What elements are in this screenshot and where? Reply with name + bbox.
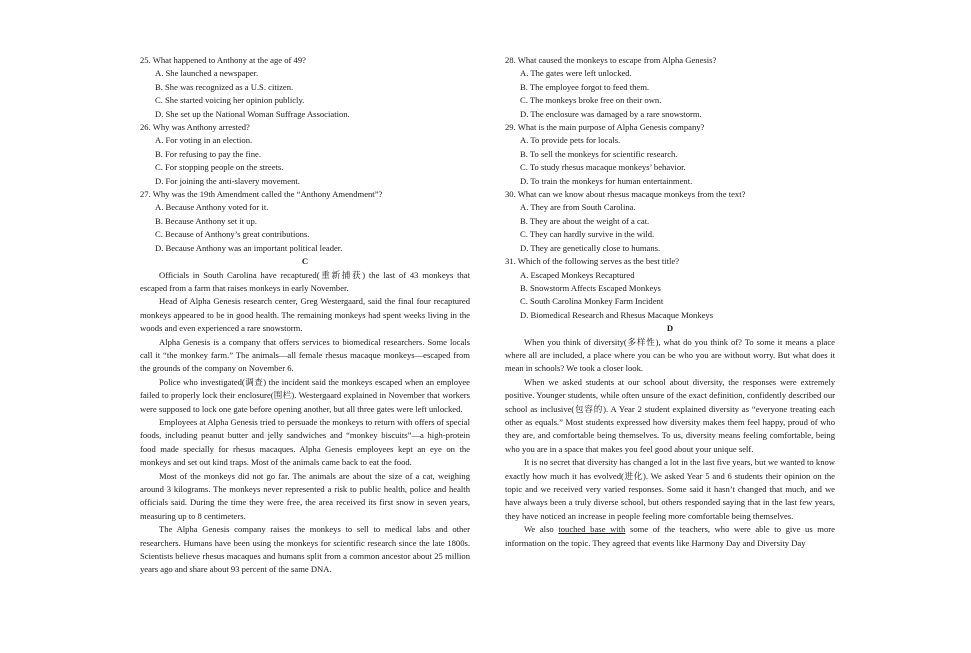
question-27-option-a: A. Because Anthony voted for it.	[155, 202, 269, 213]
question-27-stem: 27. Why was the 19th Amendment called the “Anthony Amendment”?	[140, 189, 383, 200]
question-26-stem: 26. Why was Anthony arrested?	[140, 122, 250, 133]
left-column	[140, 54, 470, 577]
question-26-option-c: C. For stopping people on the streets.	[155, 162, 284, 173]
question-25-stem: 25. What happened to Anthony at the age of 49?	[140, 55, 306, 65]
question-30-option-c: C. They can hardly survive in the wild.	[520, 229, 655, 240]
passage-d-paragraph-2: When we asked students at our school about diversity, the responses were extremely positive. Younger students, while often unsure of the exact definition, confidently described our school as inclusive(包容的). A Year 2 student explained diversity as “everyone treating each other as equals.” Most students expressed how diversity makes them feel happy, proud of who they are, and comfortable being themselves. To us, diversity means feeling comfortable, being who you are in a space that makes you feel good about your unique self.	[505, 376, 835, 454]
passage-c-paragraph-1: Officials in South Carolina have recaptured(重新捕获) the last of 43 monkeys that escaped from a farm that raises monkeys in early November.	[140, 269, 470, 293]
passage-c-paragraph-2: Head of Alpha Genesis research center, Greg Westergaard, said the final four recaptured monkeys appeared to be in good health. The remaining monkeys had spent weeks living in the woods and even experienced a rare snowstorm.	[140, 296, 470, 334]
passage-c-paragraph-6: Most of the monkeys did not go far. The animals are about the size of a cat, weighing around 3 kilograms. The monkeys never represented a risk to public health, police and health officials said. During the time they were free, the area received its first snow in seven years, measuring up to 8 centimeters.	[140, 470, 470, 521]
question-28-option-b: B. The employee forgot to feed them.	[520, 81, 650, 92]
question-25-option-d: D. She set up the National Woman Suffrage Association.	[155, 108, 350, 119]
question-28-option-a: A. The gates were left unlocked.	[520, 68, 632, 79]
question-30-stem: 30. What can we know about rhesus macaque monkeys from the text?	[505, 189, 746, 200]
question-26-option-a: A. For voting in an election.	[155, 135, 253, 146]
question-27-option-d: D. Because Anthony was an important political leader.	[155, 242, 343, 253]
question-26-option-b: B. For refusing to pay the fine.	[155, 148, 261, 159]
question-31-option-a: A. Escaped Monkeys Recaptured	[520, 269, 635, 280]
question-29-option-c: C. To study rhesus macaque monkeys’ behavior.	[520, 162, 686, 173]
passage-d-paragraph-4	[505, 523, 835, 550]
question-31-option-d: D. Biomedical Research and Rhesus Macaque Monkeys	[520, 309, 714, 320]
question-28-stem: 28. What caused the monkeys to escape from Alpha Genesis?	[505, 55, 717, 65]
question-30-option-d: D. They are genetically close to humans.	[520, 242, 661, 253]
question-25-option-c: C. She started voicing her opinion publicly.	[155, 95, 305, 106]
passage-c-paragraph-7: The Alpha Genesis company raises the monkeys to sell to medical labs and other researchers. Humans have been using the monkeys for scientific research since the late 1800s. Scientists believe rhesus macaques and humans split from a common ancestor about 25 million years ago and share about 93 percent of the same DNA.	[140, 524, 470, 575]
passage-c-paragraph-5: Employees at Alpha Genesis tried to persuade the monkeys to return with offers of special foods, including peanut butter and jelly sandwiches and “monkey biscuits”—a high-protein food made specially for rhesus macaques. Alpha Genesis employees kept an eye on the monkeys and set out kind traps. Most of the animals came back to eat the food.	[140, 416, 470, 468]
question-28-option-d: D. The enclosure was damaged by a rare snowstorm.	[520, 108, 702, 119]
question-31-option-b: B. Snowstorm Affects Escaped Monkeys	[520, 282, 661, 293]
question-27-option-c: C. Because of Anthony’s great contributions.	[155, 229, 310, 240]
section-c-heading: C	[301, 256, 309, 267]
question-30-option-a: A. They are from South Carolina.	[520, 202, 636, 213]
question-29-option-b: B. To sell the monkeys for scientific research.	[520, 148, 678, 159]
right-column	[505, 54, 835, 550]
question-29-stem: 29. What is the main purpose of Alpha Genesis company?	[505, 122, 705, 133]
section-d-heading: D	[666, 323, 674, 334]
question-31-option-c: C. South Carolina Monkey Farm Incident	[520, 296, 664, 307]
question-26-option-d: D. For joining the anti-slavery movement.	[155, 175, 300, 186]
passage-c-paragraph-3: Alpha Genesis is a company that offers services to biomedical researchers. Some locals call it “the monkey farm.” The animals—all female rhesus macaque monkeys—escaped from the grounds of the company on November 6.	[140, 336, 470, 374]
question-27-option-b: B. Because Anthony set it up.	[155, 215, 257, 226]
question-28-option-c: C. The monkeys broke free on their own.	[520, 95, 662, 106]
question-30-option-b: B. They are about the weight of a cat.	[520, 215, 650, 226]
passage-d-paragraph-3: It is no secret that diversity has changed a lot in the last five years, but we wanted to know exactly how much it has evolved(进化). We asked Year 5 and 6 students their opinion on the topic and we received very varied responses. Some said it hasn’t changed that much, and we have always been a truly diverse school, but others responded saying that in the last few years, they have noticed an increase in people feeling more comfortable being themselves.	[505, 457, 835, 521]
question-31-stem: 31. Which of the following serves as the best title?	[505, 256, 680, 267]
question-25-option-b: B. She was recognized as a U.S. citizen.	[155, 81, 294, 92]
question-25-option-a: A. She launched a newspaper.	[155, 68, 259, 79]
passage-d-paragraph-4-rest: some of the teachers, who were able to give us more information on the topic. They agreed that events like Harmony Day and Diversity Day	[505, 524, 835, 548]
question-29-option-d: D. To train the monkeys for human entertainment.	[520, 175, 693, 186]
underlined-phrase: touched base with	[558, 524, 626, 535]
passage-d-paragraph-4-start: We also	[524, 524, 559, 535]
passage-d-paragraph-1: When you think of diversity(多样性), what do you think of? To some it means a place where all are included, a place where you can be who you are without worry. But what does it mean in schools? We took a closer look.	[505, 336, 835, 374]
question-29-option-a: A. To provide pets for locals.	[520, 135, 621, 146]
passage-c-paragraph-4: Police who investigated(调查) the incident said the monkeys escaped when an employee failed to properly lock their enclosure(围栏). Westergaard explained in November that workers were supposed to lock one gate before opening another, but all three gates were left unlocked.	[140, 376, 470, 414]
